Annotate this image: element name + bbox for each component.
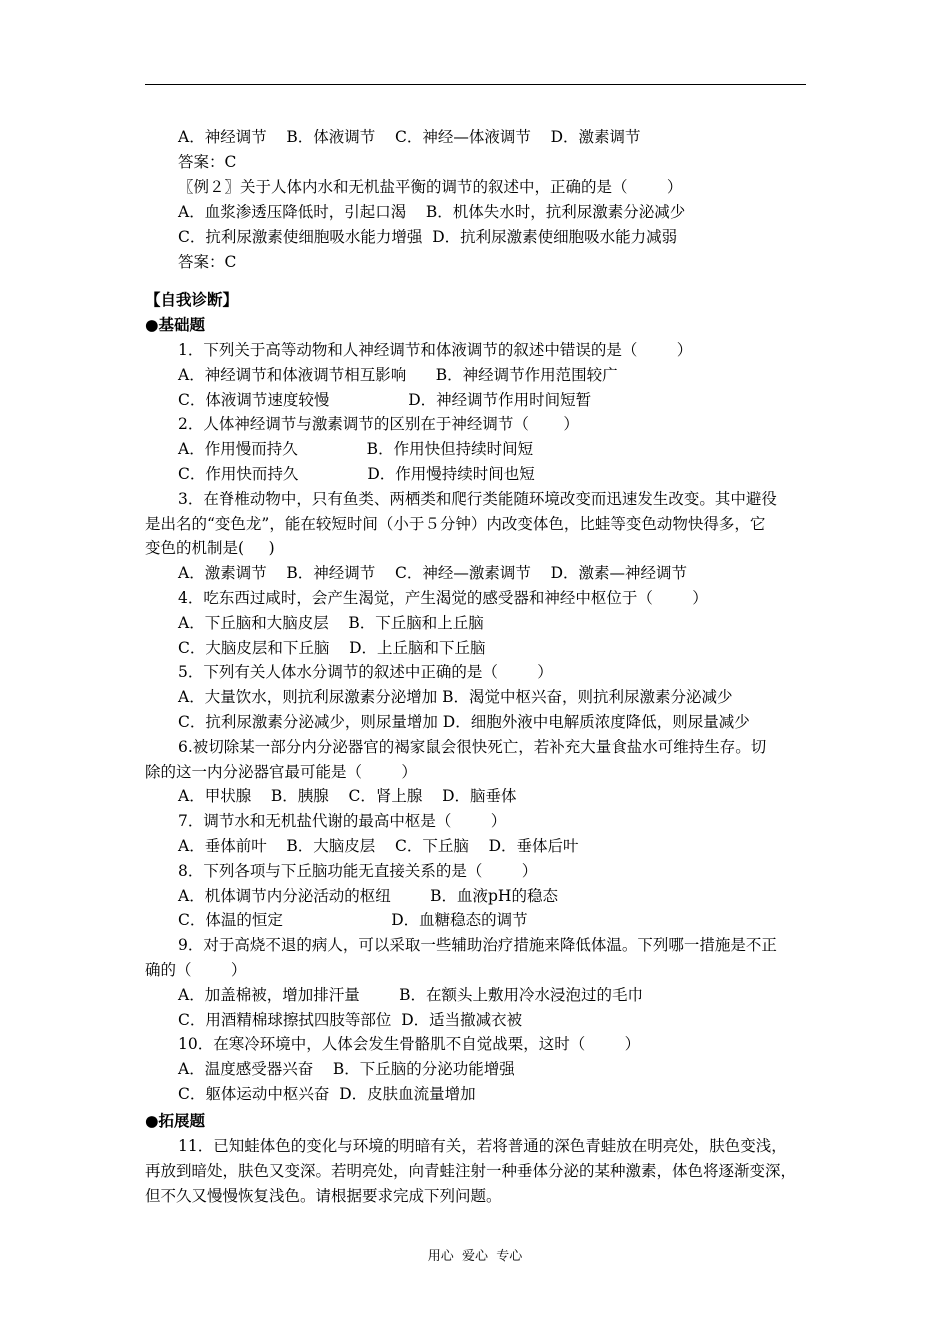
question-line: A．下丘脑和大脑皮层 B．下丘脑和上丘脑	[178, 614, 484, 632]
extended-question-line: 11．已知蛙体色的变化与环境的明暗有关，若将普通的深色青蛙放在明亮处，肤色变浅，	[178, 1137, 787, 1155]
question-line: A．机体调节内分泌活动的枢纽 B．血液pH的稳态	[178, 887, 558, 905]
question-line: C．用酒精棉球擦拭四肢等部位 D．适当撤减衣被	[178, 1011, 523, 1029]
question-line: A．作用慢而持久 B．作用快但持续时间短	[178, 440, 534, 458]
question-line: C．大脑皮层和下丘脑 D．上丘脑和下丘脑	[178, 639, 486, 657]
extended-question-line: 再放到暗处，肤色又变深。若明亮处，向青蛙注射一种垂体分泌的某种激素，体色将逐渐变深，	[145, 1162, 797, 1180]
question-line: 7．调节水和无机盐代谢的最高中枢是（ ）	[178, 812, 507, 830]
question-line: A．加盖棉被，增加排汗量 B．在额头上敷用冷水浸泡过的毛巾	[178, 986, 644, 1004]
question-line: 3．在脊椎动物中，只有鱼类、两栖类和爬行类能随环境改变而迅速发生改变。其中避役	[178, 490, 777, 508]
example-2-stem: 〖例２〗关于人体内水和无机盐平衡的调节的叙述中，正确的是（ ）	[178, 178, 683, 196]
question-line: A．激素调节 B．神经调节 C．神经—激素调节 D．激素—神经调节	[178, 564, 687, 582]
question-line: A．神经调节和体液调节相互影响 B．神经调节作用范围较广	[178, 366, 618, 384]
question-line: C．体液调节速度较慢 D．神经调节作用时间短暂	[178, 391, 592, 409]
question-line: 确的（ ）	[145, 961, 247, 979]
header-rule	[145, 84, 806, 85]
question-line: C．体温的恒定 D．血糖稳态的调节	[178, 911, 528, 929]
question-line: 9．对于高烧不退的病人，可以采取一些辅助治疗措施来降低体温。下列哪一措施是不正	[178, 936, 777, 954]
extended-questions-heading: ●拓展题	[145, 1111, 206, 1130]
question-line: 1．下列关于高等动物和人神经调节和体液调节的叙述中错误的是（ ）	[178, 341, 693, 359]
question-line: 2．人体神经调节与激素调节的区别在于神经调节（ ）	[178, 415, 579, 433]
page-footer: 用心 爱心 专心	[427, 1249, 523, 1264]
example-2-options-ab: A．血浆渗透压降低时，引起口渴 B．机体失水时，抗利尿激素分泌减少	[178, 203, 686, 221]
basic-questions-heading: ●基础题	[145, 315, 206, 334]
question-line: 4．吃东西过咸时，会产生渴觉，产生渴觉的感受器和神经中枢位于（ ）	[178, 589, 708, 607]
question-line: 除的这一内分泌器官最可能是（ ）	[145, 763, 417, 781]
question-line: A．大量饮水，则抗利尿激素分泌增加 B．渴觉中枢兴奋，则抗利尿激素分泌减少	[178, 688, 733, 706]
question-line: 6.被切除某一部分内分泌器官的褐家鼠会很快死亡，若补充大量食盐水可维持生存。切	[178, 738, 767, 756]
question-line: C．作用快而持久 D．作用慢持续时间也短	[178, 465, 535, 483]
question-line: 10．在寒冷环境中，人体会发生骨骼肌不自觉战栗，这时（ ）	[178, 1035, 641, 1053]
question-line: C．抗利尿激素分泌减少，则尿量增加 D．细胞外液中电解质浓度降低，则尿量减少	[178, 713, 750, 731]
example-2-options-cd: C．抗利尿激素使细胞吸水能力增强 D．抗利尿激素使细胞吸水能力减弱	[178, 228, 678, 246]
question-line: 8．下列各项与下丘脑功能无直接关系的是（ ）	[178, 862, 538, 880]
example-1-options: A．神经调节 B．体液调节 C．神经—体液调节 D．激素调节	[178, 128, 641, 146]
question-line: A．甲状腺 B．胰腺 C．肾上腺 D．脑垂体	[178, 787, 517, 805]
question-line: C．躯体运动中枢兴奋 D．皮肤血流量增加	[178, 1085, 476, 1103]
extended-question-line: 但不久又慢慢恢复浅色。请根据要求完成下列问题。	[145, 1187, 502, 1205]
question-line: 变色的机制是( )	[145, 539, 275, 557]
question-line: A．温度感受器兴奋 B．下丘脑的分泌功能增强	[178, 1060, 515, 1078]
example-2-answer: 答案：C	[178, 253, 237, 271]
example-1-answer: 答案：C	[178, 153, 237, 171]
question-line: A．垂体前叶 B．大脑皮层 C．下丘脑 D．垂体后叶	[178, 837, 579, 855]
question-line: 是出名的“变色龙”，能在较短时间（小于５分钟）内改变体色，比蛙等变色动物快得多，它	[145, 515, 766, 533]
question-line: 5．下列有关人体水分调节的叙述中正确的是（ ）	[178, 663, 553, 681]
self-diagnosis-heading: 【自我诊断】	[145, 290, 239, 309]
